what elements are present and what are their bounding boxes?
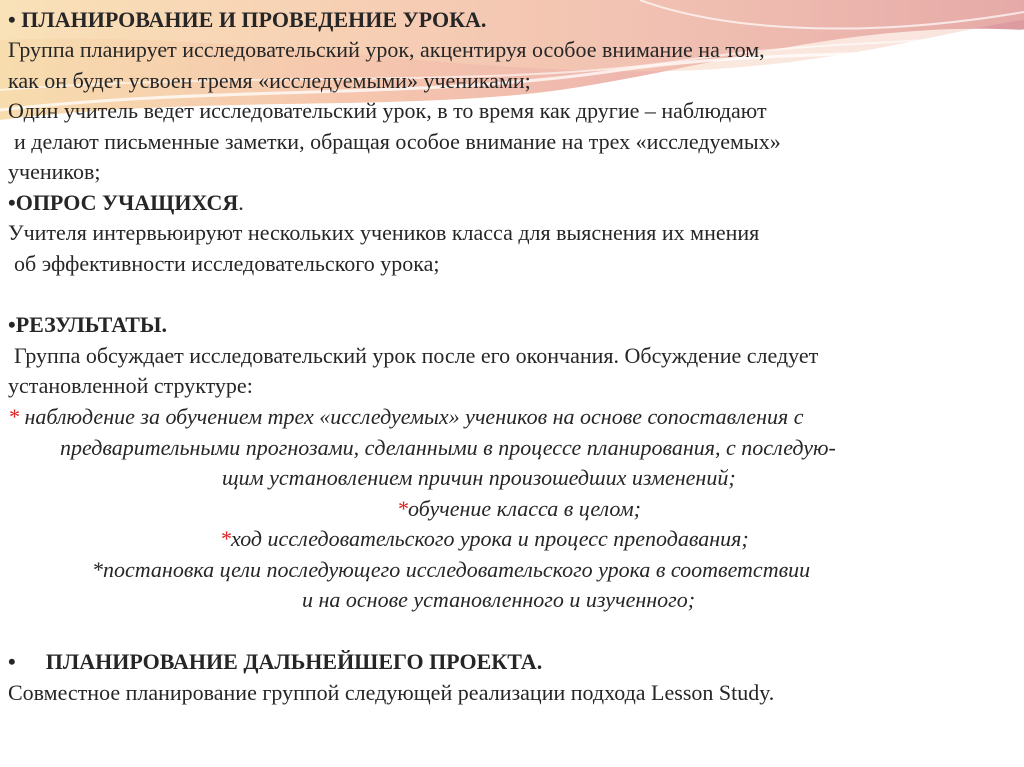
results-item: *постановка цели последующего исследовательского урока в соответствии — [92, 557, 811, 582]
next-line: Совместное планирование группой следующей реализации подхода Lesson Study. — [8, 680, 775, 705]
section-survey-heading — [8, 189, 244, 217]
section-results-heading: •РЕЗУЛЬТАТЫ. — [8, 312, 167, 337]
results-item-text: обучение класса в целом; — [408, 496, 641, 521]
survey-bullet: • — [8, 190, 16, 215]
section-planning-heading: • ПЛАНИРОВАНИЕ И ПРОВЕДЕНИЕ УРОКА. — [8, 7, 487, 32]
next-bullet: • — [8, 649, 16, 674]
results-item — [220, 525, 749, 553]
planning-line: Группа планирует исследовательский урок, акцентируя особое внимание на том, — [8, 37, 765, 62]
results-item: и на основе установленного и изученного; — [302, 587, 696, 612]
survey-heading-text: ОПРОС УЧАЩИХСЯ — [15, 190, 239, 215]
survey-line: Учителя интервьюируют нескольких учеников класса для выяснения их мнения — [8, 220, 760, 245]
survey-heading-tail: . — [238, 190, 244, 215]
results-item: предварительными прогнозами, сделанными в процессе планирования, с последую- — [60, 435, 836, 460]
results-item — [397, 495, 641, 523]
planning-line: Один учитель ведет исследовательский урок, в то время как другие – наблюдают — [8, 98, 767, 123]
red-asterisk: * — [8, 404, 19, 429]
planning-line: учеников; — [8, 159, 101, 184]
results-item — [8, 403, 804, 431]
red-asterisk: * — [220, 526, 231, 551]
results-item-text: ход исследовательского урока и процесс преподавания; — [231, 526, 749, 551]
results-item: щим установлением причин произошедших изменений; — [222, 465, 736, 490]
results-item-text: наблюдение за обучением трех «исследуемых» учеников на основе сопоставления с — [19, 404, 804, 429]
results-line: установленной структуре: — [8, 373, 253, 398]
section-next-heading — [8, 648, 542, 676]
results-line: Группа обсуждает исследовательский урок после его окончания. Обсуждение следует — [14, 343, 819, 368]
planning-line: как он будет усвоен тремя «исследуемыми» учениками; — [8, 68, 531, 93]
red-asterisk: * — [397, 496, 408, 521]
next-heading-text: ПЛАНИРОВАНИЕ ДАЛЬНЕЙШЕГО ПРОЕКТА. — [45, 649, 543, 674]
survey-line: об эффективности исследовательского урока; — [14, 251, 440, 276]
planning-line: и делают письменные заметки, обращая особое внимание на трех «исследуемых» — [14, 129, 781, 154]
